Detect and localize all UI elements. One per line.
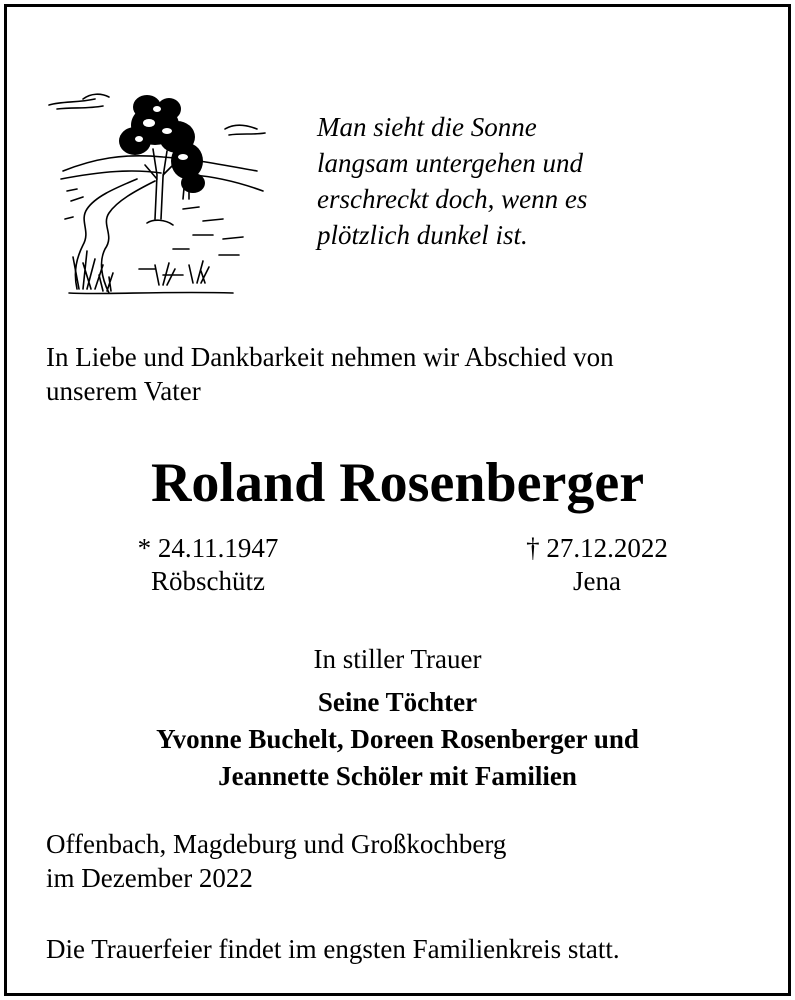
obituary-notice (4, 4, 791, 996)
quote-line: erschreckt doch, wenn es (317, 184, 588, 214)
funeral-note: Die Trauerfeier findet im engsten Familienkreis statt. (46, 934, 620, 964)
mourners-list (7, 684, 788, 795)
death-place: Jena (573, 566, 621, 596)
farewell-intro (46, 340, 766, 408)
mourners-line: Jeannette Schöler mit Familien (218, 761, 577, 791)
tree-landscape-illustration (43, 79, 275, 307)
place-and-date (46, 827, 766, 895)
mourners-line: Seine Töchter (317, 687, 478, 717)
birth-date: * 24.11.1947 (137, 533, 279, 563)
death-info (497, 532, 697, 598)
mourning-text: In stiller Trauer (313, 644, 482, 674)
birth-info (103, 532, 313, 598)
quote-line: langsam untergehen und (317, 148, 583, 178)
intro-line: unserem Vater (46, 376, 201, 406)
date-line: im Dezember 2022 (46, 863, 253, 893)
quote-line: Man sieht die Sonne (317, 112, 537, 142)
death-date: † 27.12.2022 (526, 533, 668, 563)
birth-place: Röbschütz (151, 566, 265, 596)
places-line: Offenbach, Magdeburg und Großkochberg (46, 829, 507, 859)
mourners-line: Yvonne Buchelt, Doreen Rosenberger und (156, 724, 639, 754)
deceased-name: Roland Rosenberger (150, 452, 645, 514)
memorial-quote (317, 109, 757, 253)
quote-line: plötzlich dunkel ist. (317, 220, 528, 250)
intro-line: In Liebe und Dankbarkeit nehmen wir Abschied von (46, 342, 614, 372)
